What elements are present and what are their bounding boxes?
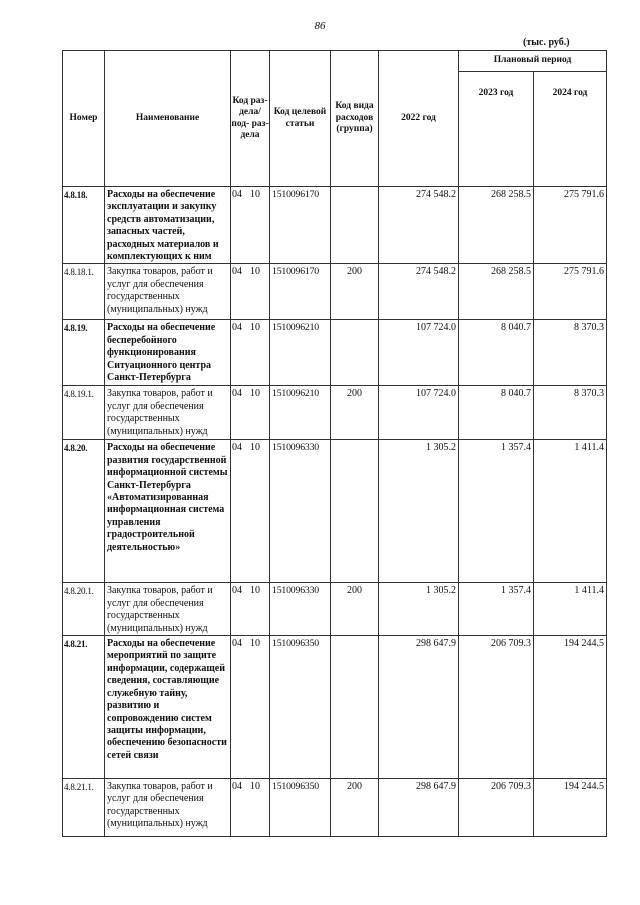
row-section: 04 10 xyxy=(231,583,270,636)
row-2023: 8 040.7 xyxy=(459,320,534,386)
row-target: 1510096210 xyxy=(270,320,331,386)
row-2022: 274 548.2 xyxy=(379,264,459,320)
row-target: 1510096350 xyxy=(270,636,331,779)
table-row xyxy=(63,386,607,440)
row-section: 04 10 xyxy=(231,386,270,440)
header-number: Номер xyxy=(63,51,105,187)
row-group: 200 xyxy=(331,386,379,440)
row-2023: 268 258.5 xyxy=(459,187,534,264)
row-name: Расходы на обеспечение мероприятий по защите информации, содержащей сведения, составляющие служебную тайну, развитию и сопровождению систем защиты информации, обеспечению безопасности сетей связи xyxy=(105,636,231,779)
table-row xyxy=(63,264,607,320)
row-group: 200 xyxy=(331,779,379,837)
row-2023: 1 357.4 xyxy=(459,440,534,583)
row-target: 1510096330 xyxy=(270,583,331,636)
row-2023: 268 258.5 xyxy=(459,264,534,320)
row-2024: 275 791.6 xyxy=(534,264,607,320)
header-2024: 2024 год xyxy=(534,72,607,187)
header-name: Наименование xyxy=(105,51,231,187)
budget-table xyxy=(62,50,607,837)
row-name: Расходы на обеспечение бесперебойного функционирования Ситуационного центра Санкт-Петербурга xyxy=(105,320,231,386)
table-row xyxy=(63,440,607,583)
row-2022: 298 647.9 xyxy=(379,636,459,779)
row-number: 4.8.18.1. xyxy=(63,264,105,320)
units-label: (тыс. руб.) xyxy=(523,37,570,48)
row-group xyxy=(331,440,379,583)
header-target: Код целевой статьи xyxy=(270,51,331,187)
row-section: 04 10 xyxy=(231,187,270,264)
row-number: 4.8.20.1. xyxy=(63,583,105,636)
row-group xyxy=(331,636,379,779)
row-2022: 107 724.0 xyxy=(379,320,459,386)
header-section: Код раз- дела/ под- раз- дела xyxy=(231,51,270,187)
row-number: 4.8.19.1. xyxy=(63,386,105,440)
row-number: 4.8.19. xyxy=(63,320,105,386)
row-section: 04 10 xyxy=(231,320,270,386)
table-row xyxy=(63,187,607,264)
row-name: Расходы на обеспечение эксплуатации и закупку средств автоматизации, запасных частей, расходных материалов и комплектующих к ним xyxy=(105,187,231,264)
row-name: Расходы на обеспечение развития государственной информационной системы Санкт-Петербурга «Автоматизированная информационная система управления градостроительной деятельностью» xyxy=(105,440,231,583)
table-row xyxy=(63,583,607,636)
row-name: Закупка товаров, работ и услуг для обеспечения государственных (муниципальных) нужд xyxy=(105,779,231,837)
row-number: 4.8.20. xyxy=(63,440,105,583)
row-2023: 206 709.3 xyxy=(459,636,534,779)
header-2023: 2023 год xyxy=(459,72,534,187)
header-group: Код вида расходов (группа) xyxy=(331,51,379,187)
row-2023: 8 040.7 xyxy=(459,386,534,440)
row-target: 1510096170 xyxy=(270,264,331,320)
row-section: 04 10 xyxy=(231,636,270,779)
row-number: 4.8.18. xyxy=(63,187,105,264)
row-target: 1510096210 xyxy=(270,386,331,440)
row-2022: 298 647.9 xyxy=(379,779,459,837)
row-2024: 1 411.4 xyxy=(534,440,607,583)
header-planned: Плановый период xyxy=(459,51,607,72)
row-2024: 275 791.6 xyxy=(534,187,607,264)
row-2022: 1 305.2 xyxy=(379,440,459,583)
table-row xyxy=(63,320,607,386)
row-number: 4.8.21. xyxy=(63,636,105,779)
row-2024: 194 244.5 xyxy=(534,636,607,779)
row-target: 1510096170 xyxy=(270,187,331,264)
row-group: 200 xyxy=(331,264,379,320)
row-2024: 1 411.4 xyxy=(534,583,607,636)
row-section: 04 10 xyxy=(231,264,270,320)
row-group xyxy=(331,187,379,264)
row-group: 200 xyxy=(331,583,379,636)
row-number: 4.8.21.1. xyxy=(63,779,105,837)
row-2023: 1 357.4 xyxy=(459,583,534,636)
row-2022: 107 724.0 xyxy=(379,386,459,440)
row-section: 04 10 xyxy=(231,440,270,583)
row-name: Закупка товаров, работ и услуг для обеспечения государственных (муниципальных) нужд xyxy=(105,386,231,440)
row-name: Закупка товаров, работ и услуг для обеспечения государственных (муниципальных) нужд xyxy=(105,264,231,320)
page-number: 86 xyxy=(314,20,326,32)
header-2022: 2022 год xyxy=(379,51,459,187)
row-target: 1510096350 xyxy=(270,779,331,837)
table-row xyxy=(63,636,607,779)
table-row xyxy=(63,779,607,837)
row-2024: 194 244.5 xyxy=(534,779,607,837)
row-2023: 206 709.3 xyxy=(459,779,534,837)
row-2024: 8 370.3 xyxy=(534,386,607,440)
row-2022: 274 548.2 xyxy=(379,187,459,264)
row-name: Закупка товаров, работ и услуг для обеспечения государственных (муниципальных) нужд xyxy=(105,583,231,636)
row-section: 04 10 xyxy=(231,779,270,837)
row-target: 1510096330 xyxy=(270,440,331,583)
row-2024: 8 370.3 xyxy=(534,320,607,386)
row-group xyxy=(331,320,379,386)
row-2022: 1 305.2 xyxy=(379,583,459,636)
